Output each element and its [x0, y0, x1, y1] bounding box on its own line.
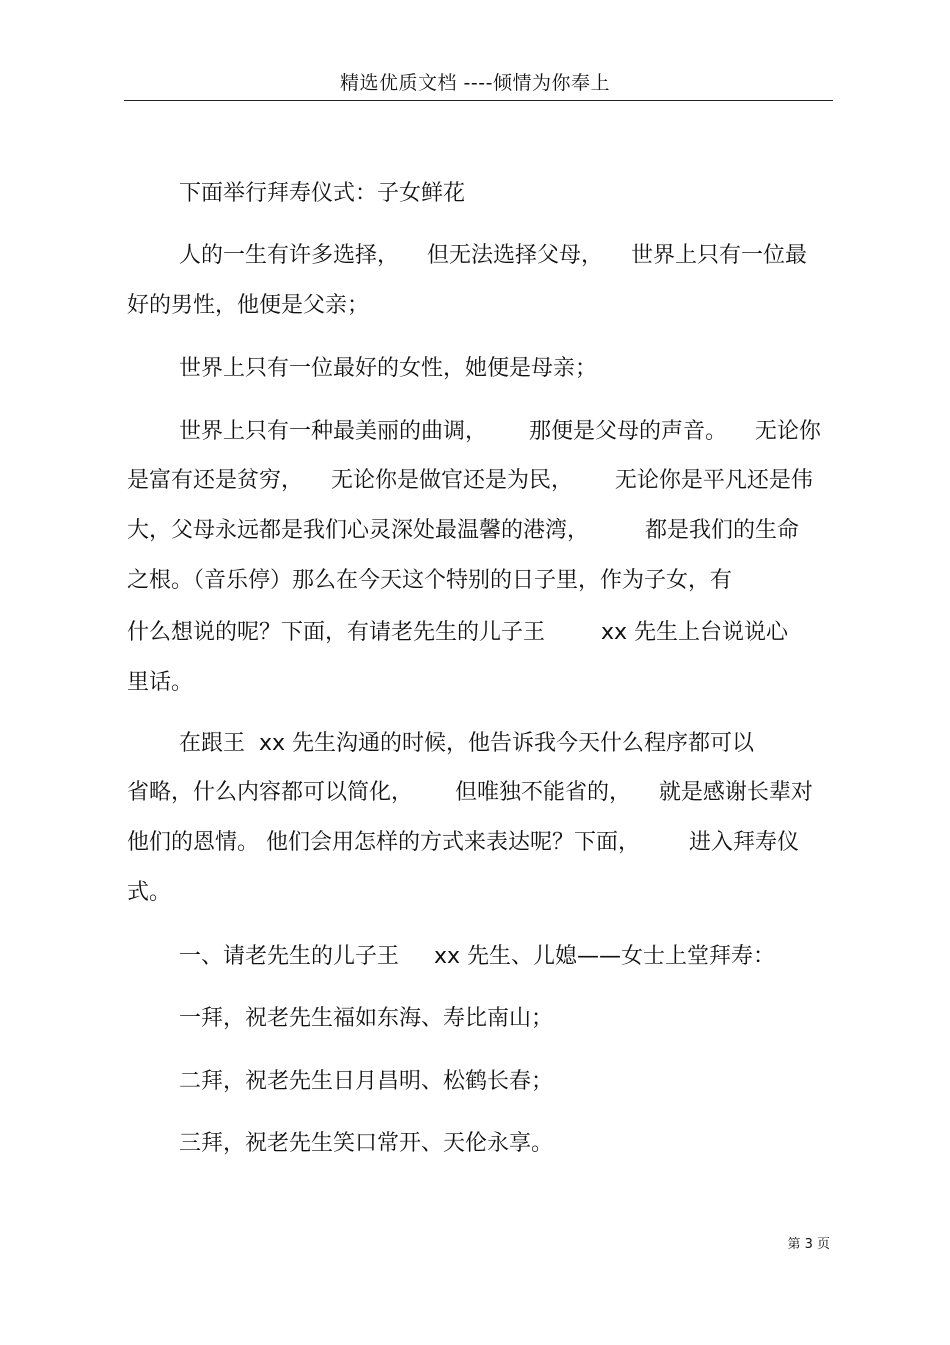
paragraph-line: 一拜，祝老先生福如东海、寿比南山；	[179, 1006, 554, 1031]
paragraph-line: 他们的恩情。 他们会用怎样的方式来表达呢？下面， 进入拜寿仪	[127, 830, 799, 855]
paragraph-line: 好的男性，他便是父亲；	[127, 293, 370, 318]
paragraph-line: 里话。	[127, 670, 194, 695]
paragraph-line: 世界上只有一位最好的女性，她便是母亲；	[179, 356, 598, 381]
paragraph-line: 一、请老先生的儿子王 xx 先生、儿媳——女士上堂拜寿：	[179, 944, 775, 969]
paragraph-line: 下面举行拜寿仪式：子女鲜花	[179, 181, 466, 206]
paragraph-line: 之根。（音乐停）那么在今天这个特别的日子里，作为子女，有	[127, 568, 733, 593]
paragraph-line: 是富有还是贫穷， 无论你是做官还是为民， 无论你是平凡还是伟	[127, 468, 813, 493]
paragraph-line: 三拜，祝老先生笑口常开、天伦永享。	[179, 1131, 554, 1156]
paragraph-line: 省略，什么内容都可以简化， 但唯独不能省的， 就是感谢长辈对	[127, 780, 813, 805]
paragraph-line: 式。	[127, 880, 172, 905]
paragraph-line: 大，父母永远都是我们心灵深处最温馨的港湾， 都是我们的生命	[127, 518, 799, 543]
paragraph-line: 在跟王 xx 先生沟通的时候，他告诉我今天什么程序都可以	[179, 731, 755, 756]
page-header: 精选优质文档 ----倾情为你奉上	[340, 72, 610, 94]
paragraph-line: 什么想说的呢？下面，有请老先生的儿子王 xx 先生上台说说心	[127, 620, 788, 645]
paragraph-line: 二拜，祝老先生日月昌明、松鹤长春；	[179, 1069, 554, 1094]
header-divider	[124, 100, 833, 101]
paragraph-line: 世界上只有一种最美丽的曲调， 那便是父母的声音。 无论你	[179, 419, 821, 444]
paragraph-line: 人的一生有许多选择， 但无法选择父母， 世界上只有一位最	[179, 243, 807, 268]
page-number: 第 3 页	[787, 1237, 830, 1252]
